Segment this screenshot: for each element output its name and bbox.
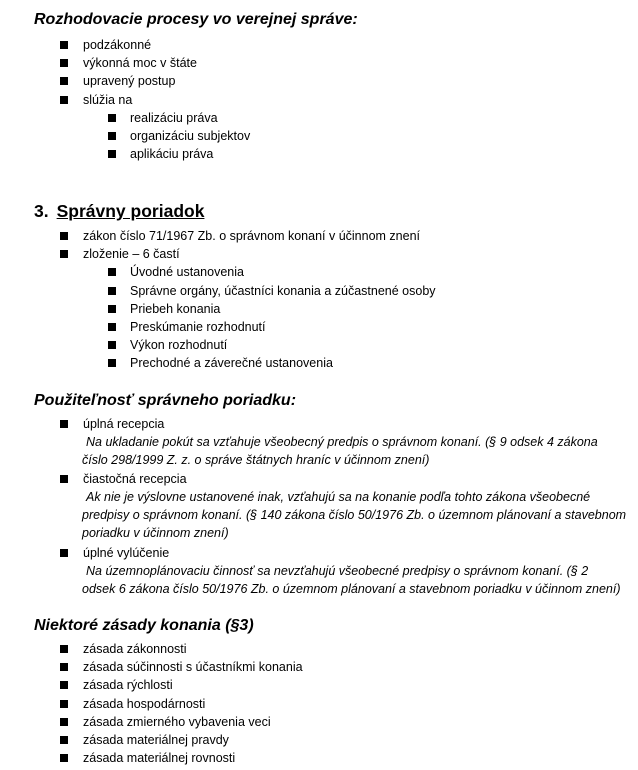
square-bullet-icon [60, 96, 68, 104]
applicability-note-exclusion: Na územnoplánovaciu činnosť sa nevzťahujú všeobecné predpisy o správnom konaní. (§ 2 odsek 6 zákona číslo 50/1976 Zb. o územnom plánovaní a stavebnom poriadku v účinnom znení) [82, 564, 621, 597]
section-heading-principles: Niektoré zásady konania (§3) [34, 617, 254, 634]
square-bullet-icon [60, 754, 68, 762]
square-bullet-icon [108, 268, 116, 276]
square-bullet-icon [60, 681, 68, 689]
square-bullet-icon [60, 475, 68, 483]
section-heading-applicability: Použiteľnosť správneho poriadku: [34, 392, 297, 409]
square-bullet-icon [60, 718, 68, 726]
applicability-note-partial: Ak nie je výslovne ustanovené inak, vzťahujú sa na konanie podľa tohto zákona všeobecné predpisy o správnom konaní. (§ 140 zákona číslo 50/1976 Zb. o územnom plánovaní a stavebnom poriadku v účinnom znení) [82, 490, 627, 541]
square-bullet-icon [60, 250, 68, 258]
square-bullet-icon [60, 549, 68, 557]
square-bullet-icon [108, 305, 116, 313]
square-bullet-icon [60, 700, 68, 708]
square-bullet-icon [108, 114, 116, 122]
section-title: Správny poriadok [56, 201, 205, 221]
section-heading-administrative-procedure [34, 200, 204, 222]
square-bullet-icon [108, 323, 116, 331]
section-number: 3. [34, 201, 49, 221]
square-bullet-icon [108, 132, 116, 140]
square-bullet-icon [60, 59, 68, 67]
square-bullet-icon [60, 663, 68, 671]
square-bullet-icon [60, 77, 68, 85]
applicability-note-full: Na ukladanie pokút sa vzťahuje všeobecný predpis o správnom konaní. (§ 9 odsek 4 zákona číslo 298/1999 Z. z. o správe štátnych hraníc v účinnom znení) [82, 435, 598, 468]
square-bullet-icon [60, 420, 68, 428]
square-bullet-icon [60, 232, 68, 240]
square-bullet-icon [60, 736, 68, 744]
square-bullet-icon [108, 287, 116, 295]
square-bullet-icon [108, 341, 116, 349]
square-bullet-icon [108, 359, 116, 367]
square-bullet-icon [60, 41, 68, 49]
section-heading-decision-processes: Rozhodovacie procesy vo verejnej správe: [34, 11, 358, 28]
square-bullet-icon [108, 150, 116, 158]
square-bullet-icon [60, 645, 68, 653]
document-page: Rozhodovacie procesy vo verejnej správe: podzákonné výkonná moc v štáte upravený postup slúžia na realizáciu práva organizáciu subjektov aplikáciu práva 3. Správny poriadok zákon číslo 71/1967 Zb. o správnom konaní v účinnom znení zloženie – 6 častí Úvodné ustanovenia Správne orgány, účastníci konania a zúčastnené osoby Priebeh konania Preskúmanie rozhodnutí Výkon rozhodnutí Prechodné a záverečné ustanovenia Použiteľnosť správneho poriadku: úplná recepcia Na ukladanie pokút sa vzťahuje všeobecný predpis o správnom konaní. (§ 9 odsek 4 zákona číslo 298/1999 Z. z. o správe štátnych hraníc v účinnom znení) čiastočná recepcia Ak nie je výslovne ustanovené inak, vzťahujú sa na konanie podľa tohto zákona všeobecné predpisy o správnom konaní. (§ 140 zákona číslo 50/1976 Zb. o územnom plánovaní a stavebnom poriadku v účinnom znení) úplné vylúčenie Na územnoplánovaciu činnosť sa nevzťahujú všeobecné predpisy o správnom konaní. (§ 2 odsek 6 zákona číslo 50/1976 Zb. o územnom plánovaní a stavebnom poriadku v účinnom znení) Niektoré zásady konania (§3) zásada zákonnosti zásada súčinnosti s účastníkmi konania zásada rýchlosti zásada hospodárnosti zásada zmierného vybavenia veci zásada materiálnej pravdy zásada materiálnej rovnosti [34, 11, 627, 766]
